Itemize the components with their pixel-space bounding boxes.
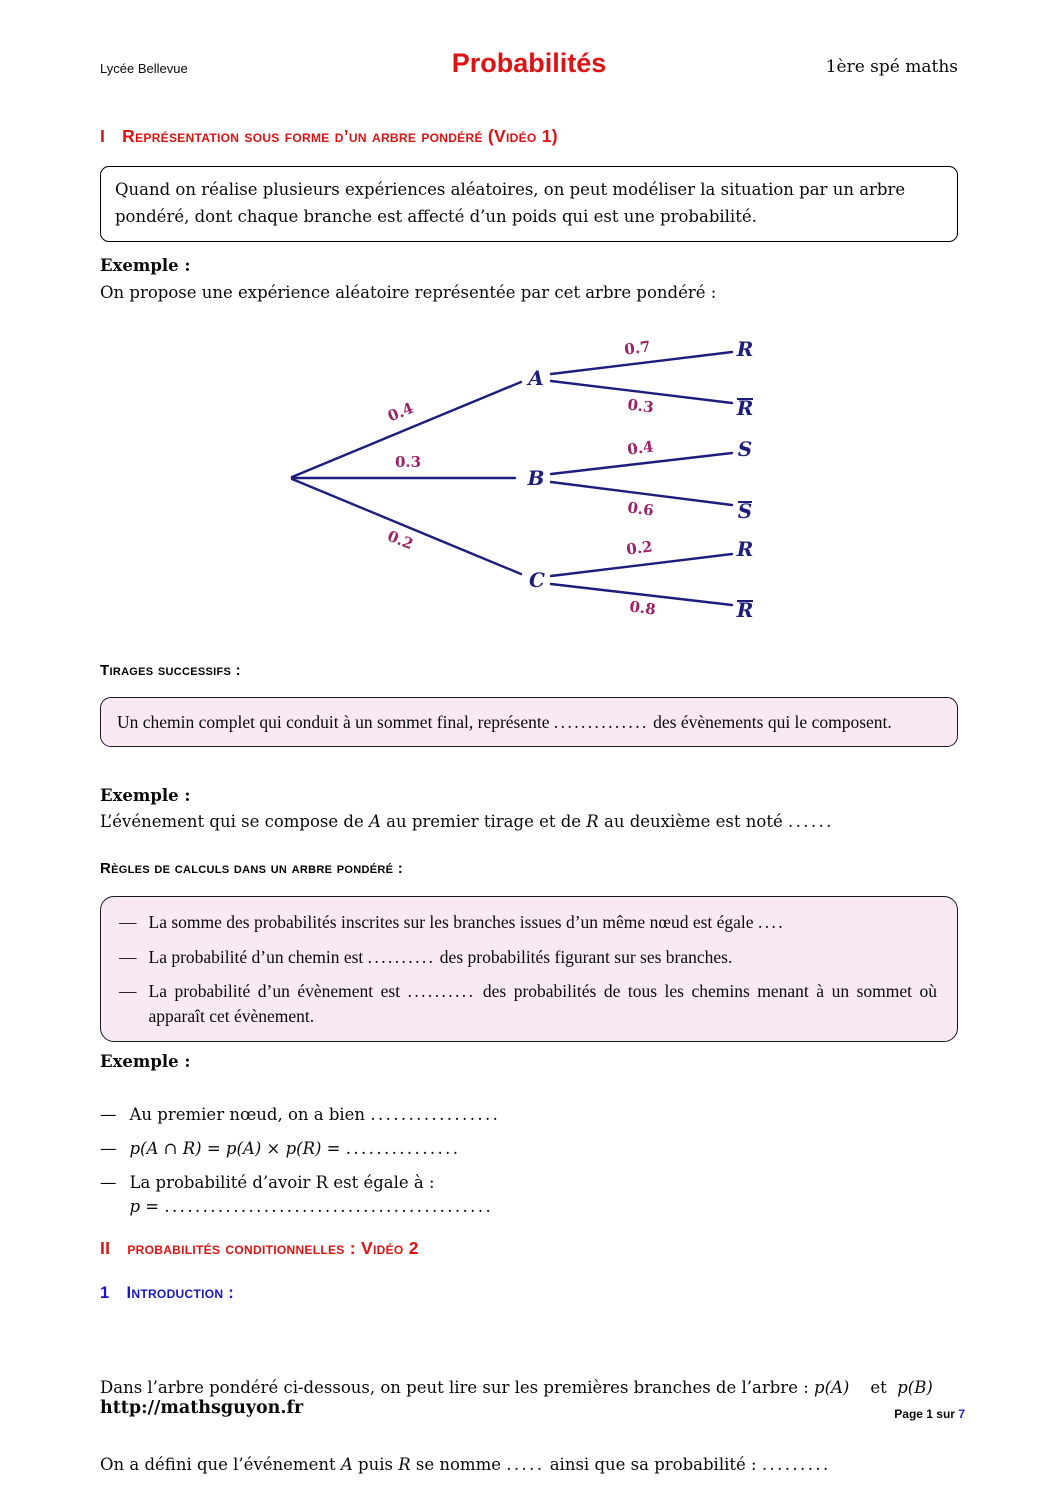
section-1-title: Représentation sous forme d’un arbre pondéré (Vidéo 1) [122, 126, 558, 146]
blank-dots: ......... [761, 1454, 831, 1474]
math-var: A [368, 812, 381, 831]
text-segment: se nomme [410, 1454, 507, 1474]
tree-node-label: A [528, 366, 544, 390]
list-item-text [130, 1103, 501, 1128]
text-segment: L’événement qui se compose de [100, 812, 369, 831]
tree-leaf-label: S [737, 499, 753, 523]
definition-text: Quand on réalise plusieurs expériences aléatoires, on peut modéliser la situation par un arbre pondéré, dont chaque branche est affecté d’un poids qui est une probabilité. [115, 180, 906, 226]
tree-leaves [736, 337, 754, 622]
math-expression: p(A ∩ R) = p(A) × p(R) = [129, 1138, 346, 1158]
exemple-label-3: Exemple : [100, 1052, 191, 1071]
math-expression: p(B) [897, 1378, 933, 1398]
regles-heading: Règles de calculs dans un arbre pondéré : [100, 860, 403, 877]
tree-weight-label: 0.4 [385, 398, 417, 426]
tree-weight-label: 0.2 [384, 526, 416, 554]
tree-node-label: C [529, 568, 545, 592]
section-2-number: II [100, 1238, 111, 1258]
tirages-box-text-end: des évènements qui le composent. [648, 712, 892, 732]
blank-dots: ...... [787, 812, 834, 831]
intro-line-1 [100, 1375, 962, 1401]
page-label: Page 1 sur [894, 1407, 959, 1421]
text-segment: des probabilités de tous les chemins menant à un sommet où apparaît cet évènement. [148, 981, 937, 1026]
text-segment: des probabilités figurant sur ses branches. [435, 946, 733, 967]
blank-dots: .......... [407, 981, 476, 1001]
regles-item [119, 910, 937, 935]
page-total: 7 [958, 1407, 965, 1421]
tree-level1-nodes [526, 366, 545, 592]
blank-dots: ................. [370, 1105, 501, 1124]
regles-item-text [149, 979, 938, 1028]
blank-dots: .... [757, 912, 786, 932]
regles-item [119, 945, 937, 970]
probability-blank-line [130, 1195, 494, 1220]
blank-dots: ..... [506, 1454, 545, 1474]
tree-weight-label: 0.6 [626, 498, 655, 520]
text-segment: La probabilité d’avoir R est égale à : [129, 1172, 435, 1192]
header-course: 1ère spé maths [825, 57, 958, 77]
tirages-heading: Tirages successifs : [100, 662, 241, 679]
text-segment: au premier tirage et de [380, 812, 587, 831]
math-var: A [340, 1454, 353, 1474]
tree-weight-label: 0.4 [626, 437, 655, 459]
tree-weight-label: 0.7 [623, 337, 652, 359]
dash-bullet: — [119, 912, 137, 932]
list-item [100, 1171, 958, 1221]
tree-level2-weights [623, 338, 656, 619]
intro-line-2 [100, 1452, 962, 1478]
regles-item-text [149, 945, 733, 970]
math-var: p = [129, 1197, 165, 1217]
tree-leaf-label: R [736, 598, 754, 622]
tree-branch [292, 479, 521, 574]
blank-dots: .......... [367, 946, 436, 967]
tree-intro-text: On propose une expérience aléatoire représentée par cet arbre pondéré : [100, 283, 717, 302]
math-var: R [586, 812, 599, 831]
footer-url[interactable]: http://mathsguyon.fr [100, 1398, 304, 1418]
text-segment: au deuxième est noté [598, 812, 788, 831]
blank-dots: .............. [553, 712, 649, 732]
text-segment: ainsi que sa probabilité : [544, 1454, 762, 1474]
subsection-title: Introduction : [126, 1284, 235, 1302]
section-1-number: I [100, 126, 106, 146]
list-item-text [130, 1171, 494, 1221]
list-item-text [130, 1137, 461, 1162]
dash-bullet: — [119, 946, 137, 967]
section-2-title: probabilités conditionnelles : Vidéo 2 [127, 1238, 419, 1258]
tirages-box [100, 697, 958, 747]
tree-leaf-label: R [736, 537, 754, 561]
regles-box [100, 896, 958, 1042]
dash-bullet: — [100, 1138, 117, 1158]
exemple-list [100, 1103, 958, 1229]
math-expression: p(A) [814, 1378, 850, 1398]
subsection-number: 1 [100, 1284, 110, 1302]
dash-bullet: — [100, 1172, 117, 1192]
exemple-label-1: Exemple : [100, 256, 191, 275]
tree-leaf-label: S [737, 437, 753, 461]
tree-branches [292, 352, 732, 605]
regles-item [119, 979, 937, 1028]
dash-bullet: — [100, 1105, 117, 1124]
text-segment: Au premier nœud, on a bien [129, 1105, 371, 1124]
dash-bullet: — [119, 981, 137, 1001]
regles-item-text [149, 910, 786, 935]
tirages-box-text: Un chemin complet qui conduit à un sommet final, représente [117, 712, 554, 732]
tree-node-label: B [527, 466, 545, 490]
tree-weight-label: 0.8 [628, 597, 657, 619]
blank-dots: ............... [345, 1138, 461, 1158]
tree-branch [551, 554, 732, 576]
header-school: Lycée Bellevue [100, 61, 188, 76]
blank-dots: ........................................... [164, 1197, 494, 1217]
footer-page-indicator [894, 1407, 965, 1421]
tree-weight-label: 0.3 [394, 453, 422, 471]
text-segment: La somme des probabilités inscrites sur les branches issues d’un même nœud est égale [148, 912, 758, 932]
text-segment: La probabilité d’un chemin est [148, 946, 368, 967]
subsection-introduction-heading [100, 1284, 234, 1303]
text-segment: La probabilité d’un évènement est [148, 981, 408, 1001]
text-segment: puis [352, 1454, 399, 1474]
list-item [100, 1103, 958, 1128]
math-var: R [398, 1454, 411, 1474]
page-title: Probabilités [451, 48, 607, 78]
section-2-heading [100, 1238, 419, 1259]
tree-weight-label: 0.3 [626, 395, 655, 417]
tirages-exemple-text [100, 812, 834, 831]
text-segment: On a défini que l’événement [100, 1454, 341, 1474]
tree-leaf-label: R [736, 396, 754, 420]
list-item [100, 1137, 958, 1162]
tree-weight-label: 0.2 [625, 537, 654, 559]
text-segment: et [849, 1378, 898, 1398]
tree-leaf-label: R [736, 337, 754, 361]
exemple-label-2: Exemple : [100, 786, 191, 805]
text-segment: Dans l’arbre pondéré ci-dessous, on peut lire sur les premières branches de l’arbre : [100, 1378, 815, 1398]
